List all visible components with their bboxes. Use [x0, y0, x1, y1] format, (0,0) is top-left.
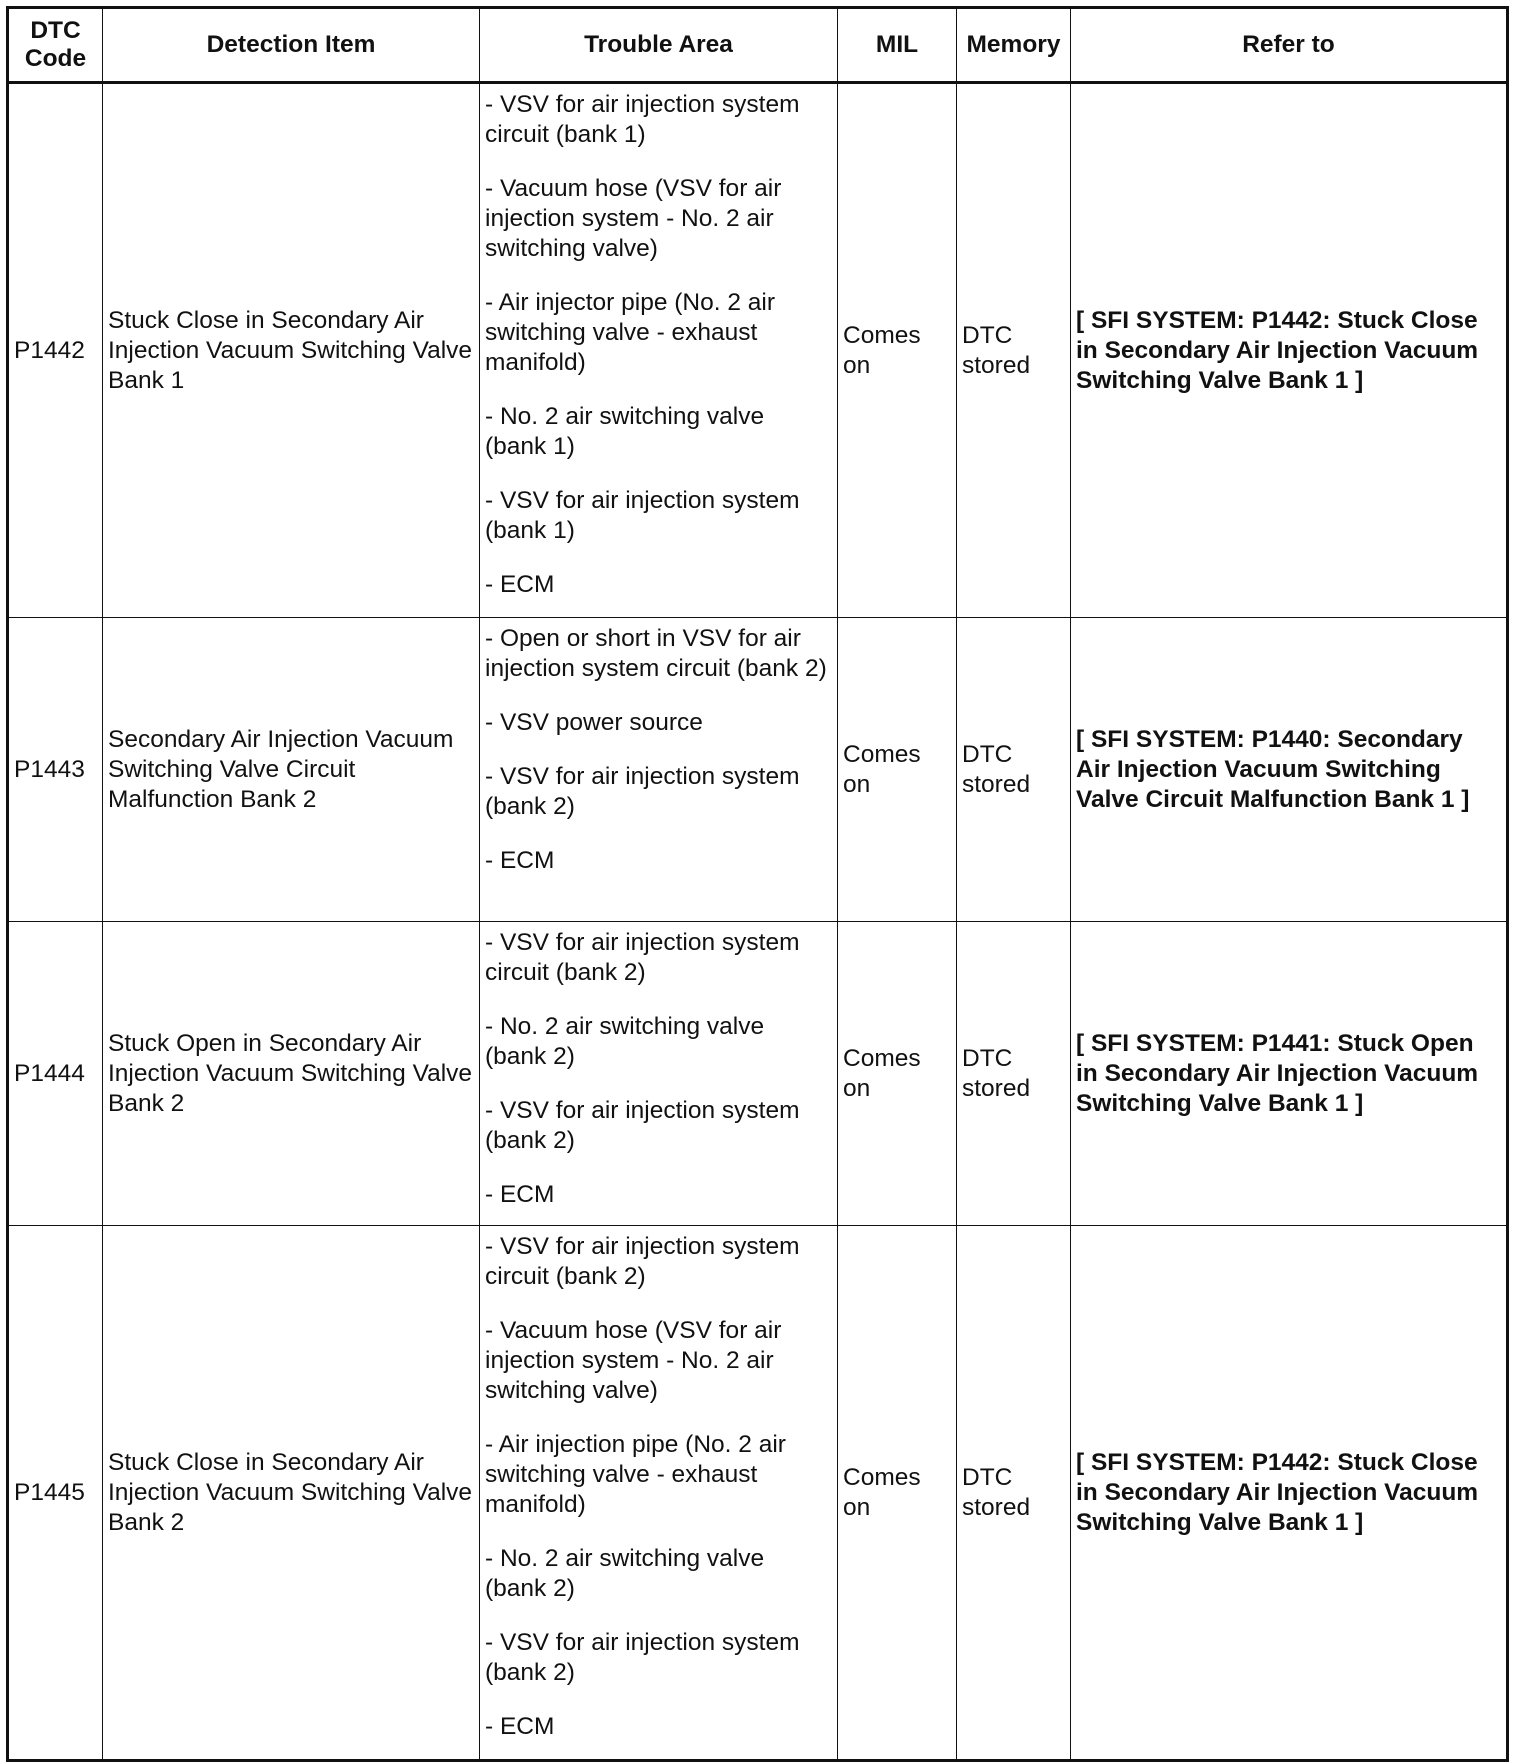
mil-cell: Comes on — [838, 1226, 957, 1761]
trouble-area-item: - Vacuum hose (VSV for air injection system - No. 2 air switching valve) — [485, 1317, 782, 1404]
trouble-area-item: - VSV for air injection system (bank 2) — [485, 1629, 800, 1686]
header-dtc-code: DTC Code — [8, 8, 103, 83]
trouble-area-cell — [480, 83, 838, 618]
memory-cell: DTC stored — [957, 83, 1071, 618]
memory-cell: DTC stored — [957, 618, 1071, 922]
trouble-area-item: - Vacuum hose (VSV for air injection system - No. 2 air switching valve) — [485, 175, 782, 262]
mil-cell: Comes on — [838, 618, 957, 922]
trouble-area-item: - VSV for air injection system circuit (bank 1) — [485, 91, 800, 148]
detection-item-cell: Stuck Close in Secondary Air Injection Vacuum Switching Valve Bank 2 — [103, 1226, 480, 1761]
trouble-area-item: - VSV power source — [485, 709, 703, 736]
dtc-code-cell: P1443 — [8, 618, 103, 922]
table-row — [8, 83, 1508, 618]
trouble-area-item: - ECM — [485, 1713, 555, 1740]
refer-to-link[interactable]: [ SFI SYSTEM: P1442: Stuck Close in Secondary Air Injection Vacuum Switching Valve Bank 1 ] — [1071, 83, 1508, 618]
trouble-area-item: - VSV for air injection system (bank 2) — [485, 1097, 800, 1154]
table-row — [8, 618, 1508, 922]
trouble-area-item: - VSV for air injection system circuit (bank 2) — [485, 929, 800, 986]
detection-item-cell: Stuck Close in Secondary Air Injection Vacuum Switching Valve Bank 1 — [103, 83, 480, 618]
dtc-code-cell: P1442 — [8, 83, 103, 618]
trouble-area-item: - VSV for air injection system (bank 1) — [485, 487, 800, 544]
trouble-area-item: - Air injection pipe (No. 2 air switching valve - exhaust manifold) — [485, 1431, 786, 1518]
header-detection-item: Detection Item — [103, 8, 480, 83]
trouble-area-item: - ECM — [485, 571, 555, 598]
mil-cell: Comes on — [838, 922, 957, 1226]
detection-item-cell: Secondary Air Injection Vacuum Switching Valve Circuit Malfunction Bank 2 — [103, 618, 480, 922]
trouble-area-item: - VSV for air injection system (bank 2) — [485, 763, 800, 820]
trouble-area-cell — [480, 1226, 838, 1761]
header-refer-to: Refer to — [1071, 8, 1508, 83]
memory-cell: DTC stored — [957, 1226, 1071, 1761]
trouble-area-item: - Air injector pipe (No. 2 air switching valve - exhaust manifold) — [485, 289, 776, 376]
header-memory: Memory — [957, 8, 1071, 83]
refer-to-link[interactable]: [ SFI SYSTEM: P1442: Stuck Close in Secondary Air Injection Vacuum Switching Valve Bank 1 ] — [1071, 1226, 1508, 1761]
trouble-area-item: - ECM — [485, 1181, 555, 1208]
dtc-code-cell: P1444 — [8, 922, 103, 1226]
trouble-area-item: - ECM — [485, 847, 555, 874]
trouble-area-item: - Open or short in VSV for air injection system circuit (bank 2) — [485, 625, 827, 682]
table-row — [8, 922, 1508, 1226]
trouble-area-item: - No. 2 air switching valve (bank 2) — [485, 1545, 765, 1602]
refer-to-link[interactable]: [ SFI SYSTEM: P1440: Secondary Air Injection Vacuum Switching Valve Circuit Malfunction Bank 1 ] — [1071, 618, 1508, 922]
detection-item-cell: Stuck Open in Secondary Air Injection Vacuum Switching Valve Bank 2 — [103, 922, 480, 1226]
header-trouble-area: Trouble Area — [480, 8, 838, 83]
header-mil: MIL — [838, 8, 957, 83]
trouble-area-cell — [480, 618, 838, 922]
memory-cell: DTC stored — [957, 922, 1071, 1226]
dtc-code-cell: P1445 — [8, 1226, 103, 1761]
table-header — [8, 8, 1508, 83]
dtc-table — [6, 6, 1509, 1762]
trouble-area-item: - VSV for air injection system circuit (bank 2) — [485, 1233, 800, 1290]
mil-cell: Comes on — [838, 83, 957, 618]
table-row — [8, 1226, 1508, 1761]
trouble-area-item: - No. 2 air switching valve (bank 1) — [485, 403, 765, 460]
refer-to-link[interactable]: [ SFI SYSTEM: P1441: Stuck Open in Secondary Air Injection Vacuum Switching Valve Bank 1 ] — [1071, 922, 1508, 1226]
trouble-area-cell — [480, 922, 838, 1226]
trouble-area-item: - No. 2 air switching valve (bank 2) — [485, 1013, 765, 1070]
